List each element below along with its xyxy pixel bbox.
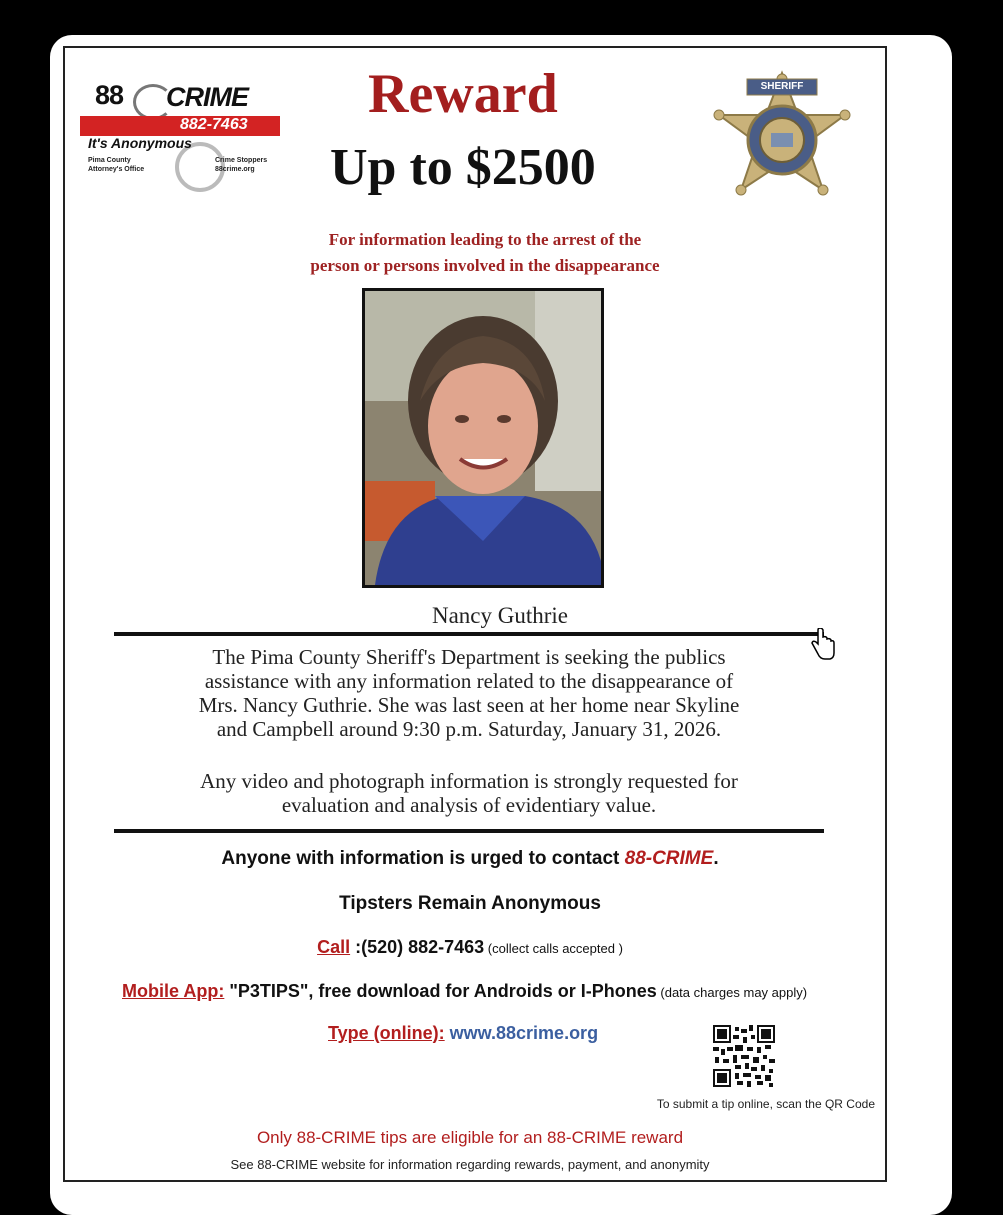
- request-paragraph: [114, 769, 824, 817]
- description-line: and Campbell around 9:30 p.m. Saturday, January 31, 2026.: [216, 717, 722, 741]
- mobile-app-link[interactable]: Mobile App:: [122, 981, 225, 1001]
- call-number: :(520) 882-7463: [350, 937, 485, 957]
- reward-subtitle-line2: person or persons involved in the disappearance: [310, 256, 660, 275]
- call-line: [110, 937, 830, 958]
- call-link[interactable]: Call: [317, 937, 351, 957]
- online-url-link[interactable]: www.88crime.org: [444, 1023, 599, 1043]
- logo-right-line1: Crime Stoppers: [215, 157, 268, 164]
- divider-bottom: [114, 829, 824, 833]
- reward-title: Reward: [368, 63, 558, 125]
- request-line: Any video and photograph information is strongly requested for: [200, 769, 738, 793]
- logo-left-text: [88, 156, 144, 174]
- logo-crime-text: CRIME: [166, 82, 248, 112]
- divider-top: [114, 632, 824, 636]
- contact-urge-suffix: .: [713, 848, 719, 869]
- person-name: Nancy Guthrie: [431, 603, 569, 628]
- qr-code-icon: [713, 1025, 775, 1087]
- footer-eligibility: Only 88-CRIME tips are eligible for an 88-CRIME reward: [256, 1128, 684, 1147]
- portrait-image: [365, 291, 601, 585]
- reward-subtitle-line1: For information leading to the arrest of the: [328, 230, 642, 249]
- footer-website-note: See 88-CRIME website for information regarding rewards, payment, and anonymity: [230, 1157, 710, 1172]
- online-label[interactable]: Type (online):: [328, 1023, 445, 1043]
- call-note: (collect calls accepted ): [484, 941, 623, 956]
- reward-amount: Up to $2500: [330, 139, 596, 196]
- badge-top-text: SHERIFF: [760, 81, 804, 92]
- logo-right-line2: 88crime.org: [215, 166, 255, 173]
- missing-person-photo: [362, 288, 604, 588]
- request-line: evaluation and analysis of evidentiary value.: [281, 793, 657, 817]
- logo-left-line2: Attorney's Office: [88, 166, 145, 173]
- description-line: assistance with any information related to the disappearance of: [204, 669, 734, 693]
- sheriff-badge: [705, 65, 860, 220]
- mobile-app-text: "P3TIPS", free download for Androids or I-Phones: [224, 981, 657, 1001]
- description-line: Mrs. Nancy Guthrie. She was last seen at her home near Skyline: [198, 693, 740, 717]
- mobile-app-note: (data charges may apply): [656, 985, 808, 1000]
- logo-left-line1: Pima County: [88, 157, 131, 164]
- tipsters-anonymous: Tipsters Remain Anonymous: [339, 893, 601, 914]
- logo-right-text: [215, 156, 267, 174]
- logo-phone: 882-7463: [180, 116, 248, 133]
- mobile-app-line: [90, 981, 890, 1002]
- logo-number: 88: [95, 80, 124, 110]
- description-line: The Pima County Sheriff's Department is seeking the publics: [212, 645, 726, 669]
- online-line: [328, 1023, 648, 1044]
- 88-crime-logo: [80, 80, 280, 185]
- description-paragraph: [114, 645, 824, 741]
- contact-urge-text: Anyone with information is urged to contact: [221, 848, 625, 869]
- logo-tagline: It's Anonymous: [88, 135, 192, 151]
- qr-code[interactable]: [713, 1025, 775, 1087]
- contact-urge: [110, 848, 830, 870]
- contact-urge-name: 88-CRIME: [624, 848, 714, 869]
- qr-caption: To submit a tip online, scan the QR Code: [656, 1097, 875, 1111]
